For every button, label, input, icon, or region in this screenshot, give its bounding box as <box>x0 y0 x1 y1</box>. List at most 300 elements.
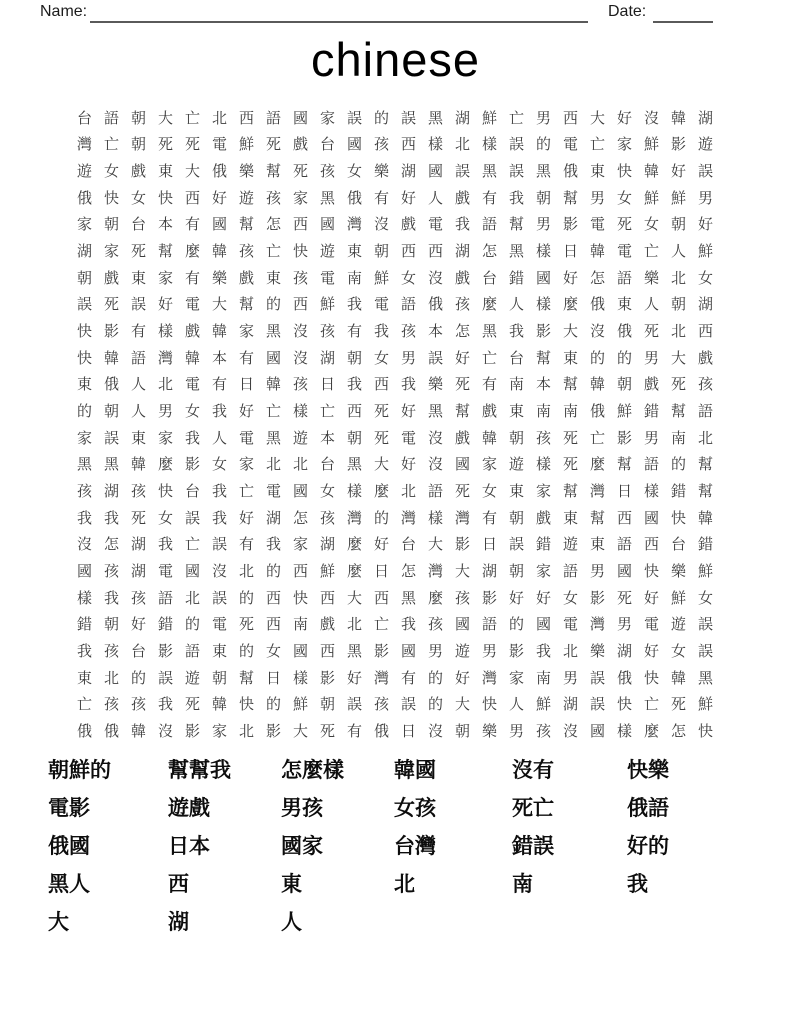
grid-cell-r7-c8: 東 <box>265 269 281 287</box>
grid-cell-r7-c11: 南 <box>346 269 362 287</box>
grid-cell-r16-c1: 我 <box>76 509 92 527</box>
grid-cell-r24-c19: 沒 <box>562 723 578 741</box>
grid-cell-r15-c24: 幫 <box>697 483 713 501</box>
grid-cell-r10-c24: 戲 <box>697 349 713 367</box>
grid-cell-r5-c21: 死 <box>616 216 632 234</box>
grid-cell-r15-c18: 家 <box>535 483 551 501</box>
grid-cell-r7-c21: 語 <box>616 269 632 287</box>
grid-cell-r13-c21: 影 <box>616 429 632 447</box>
grid-cell-r17-c23: 台 <box>670 536 686 554</box>
grid-cell-r15-c12: 麼 <box>373 483 389 501</box>
grid-cell-r9-c2: 影 <box>103 323 119 341</box>
grid-cell-r2-c11: 國 <box>346 136 362 154</box>
grid-cell-r21-c17: 影 <box>508 643 524 661</box>
grid-cell-r16-c10: 孩 <box>319 509 335 527</box>
grid-cell-r1-c22: 沒 <box>643 109 659 127</box>
grid-cell-r21-c4: 影 <box>157 643 173 661</box>
grid-cell-r20-c7: 死 <box>238 616 254 634</box>
grid-cell-r2-c13: 西 <box>400 136 416 154</box>
grid-cell-r19-c1: 樣 <box>76 589 92 607</box>
grid-cell-r20-c2: 朝 <box>103 616 119 634</box>
grid-cell-r20-c18: 國 <box>535 616 551 634</box>
grid-cell-r4-c3: 女 <box>130 189 146 207</box>
grid-cell-r5-c24: 好 <box>697 216 713 234</box>
grid-cell-r4-c13: 好 <box>400 189 416 207</box>
grid-cell-r3-c24: 誤 <box>697 163 713 181</box>
grid-cell-r15-c2: 湖 <box>103 483 119 501</box>
grid-cell-r22-c24: 黑 <box>697 669 713 687</box>
grid-cell-r17-c1: 沒 <box>76 536 92 554</box>
grid-cell-r9-c23: 北 <box>670 323 686 341</box>
grid-cell-r6-c6: 韓 <box>211 243 227 261</box>
word-item: 我 <box>627 873 648 896</box>
grid-cell-r16-c6: 我 <box>211 509 227 527</box>
grid-cell-r14-c4: 麼 <box>157 456 173 474</box>
grid-cell-r18-c24: 鮮 <box>697 563 713 581</box>
grid-cell-r1-c13: 誤 <box>400 109 416 127</box>
grid-cell-r13-c6: 人 <box>211 429 227 447</box>
grid-cell-r19-c21: 死 <box>616 589 632 607</box>
grid-cell-r12-c6: 我 <box>211 403 227 421</box>
word-item: 南 <box>512 873 533 896</box>
grid-cell-r5-c4: 本 <box>157 216 173 234</box>
grid-cell-r9-c20: 沒 <box>589 323 605 341</box>
grid-cell-r9-c9: 沒 <box>292 323 308 341</box>
grid-cell-r11-c22: 戲 <box>643 376 659 394</box>
grid-cell-r13-c22: 男 <box>643 429 659 447</box>
grid-cell-r19-c3: 孩 <box>130 589 146 607</box>
grid-cell-r20-c4: 錯 <box>157 616 173 634</box>
grid-cell-r14-c23: 的 <box>670 456 686 474</box>
grid-cell-r12-c11: 西 <box>346 403 362 421</box>
grid-cell-r22-c1: 東 <box>76 669 92 687</box>
grid-cell-r12-c17: 東 <box>508 403 524 421</box>
grid-cell-r17-c20: 東 <box>589 536 605 554</box>
grid-cell-r7-c13: 女 <box>400 269 416 287</box>
word-item: 怎麼樣 <box>281 759 344 782</box>
grid-cell-r5-c8: 怎 <box>265 216 281 234</box>
word-list-column <box>512 752 554 904</box>
grid-cell-r22-c20: 誤 <box>589 669 605 687</box>
grid-cell-r15-c22: 樣 <box>643 483 659 501</box>
grid-cell-r13-c17: 朝 <box>508 429 524 447</box>
grid-cell-r17-c7: 有 <box>238 536 254 554</box>
grid-cell-r23-c19: 湖 <box>562 696 578 714</box>
grid-cell-r2-c15: 北 <box>454 136 470 154</box>
grid-cell-r16-c11: 灣 <box>346 509 362 527</box>
grid-cell-r10-c22: 男 <box>643 349 659 367</box>
grid-cell-r2-c6: 電 <box>211 136 227 154</box>
grid-cell-r13-c13: 電 <box>400 429 416 447</box>
grid-cell-r12-c18: 南 <box>535 403 551 421</box>
grid-cell-r22-c21: 俄 <box>616 669 632 687</box>
grid-cell-r12-c4: 男 <box>157 403 173 421</box>
grid-cell-r10-c13: 男 <box>400 349 416 367</box>
grid-cell-r16-c12: 的 <box>373 509 389 527</box>
grid-cell-r12-c5: 女 <box>184 403 200 421</box>
grid-cell-r7-c4: 家 <box>157 269 173 287</box>
date-label: Date: <box>608 3 647 20</box>
grid-cell-r23-c10: 朝 <box>319 696 335 714</box>
grid-cell-r16-c24: 韓 <box>697 509 713 527</box>
grid-cell-r3-c18: 黑 <box>535 163 551 181</box>
grid-cell-r10-c12: 女 <box>373 349 389 367</box>
grid-cell-r1-c8: 語 <box>265 109 281 127</box>
grid-cell-r9-c11: 有 <box>346 323 362 341</box>
grid-cell-r3-c19: 俄 <box>562 163 578 181</box>
grid-cell-r21-c2: 孩 <box>103 643 119 661</box>
grid-cell-r10-c20: 的 <box>589 349 605 367</box>
grid-cell-r23-c6: 韓 <box>211 696 227 714</box>
grid-cell-r1-c7: 西 <box>238 109 254 127</box>
grid-cell-r19-c4: 語 <box>157 589 173 607</box>
grid-cell-r23-c5: 死 <box>184 696 200 714</box>
grid-cell-r6-c5: 麼 <box>184 243 200 261</box>
grid-cell-r9-c17: 我 <box>508 323 524 341</box>
grid-cell-r17-c6: 誤 <box>211 536 227 554</box>
grid-cell-r14-c13: 好 <box>400 456 416 474</box>
grid-cell-r9-c12: 我 <box>373 323 389 341</box>
grid-cell-r21-c11: 黑 <box>346 643 362 661</box>
word-item: 快樂 <box>627 759 669 782</box>
grid-cell-r11-c11: 我 <box>346 376 362 394</box>
grid-cell-r15-c20: 灣 <box>589 483 605 501</box>
grid-cell-r21-c6: 東 <box>211 643 227 661</box>
grid-cell-r4-c15: 戲 <box>454 189 470 207</box>
grid-cell-r3-c2: 女 <box>103 163 119 181</box>
grid-cell-r13-c9: 遊 <box>292 429 308 447</box>
grid-cell-r11-c18: 本 <box>535 376 551 394</box>
grid-cell-r14-c11: 黑 <box>346 456 362 474</box>
grid-cell-r8-c9: 西 <box>292 296 308 314</box>
grid-cell-r4-c9: 家 <box>292 189 308 207</box>
grid-cell-r5-c12: 沒 <box>373 216 389 234</box>
grid-cell-r5-c13: 戲 <box>400 216 416 234</box>
grid-cell-r1-c11: 誤 <box>346 109 362 127</box>
grid-cell-r13-c12: 死 <box>373 429 389 447</box>
grid-cell-r18-c3: 湖 <box>130 563 146 581</box>
grid-cell-r13-c8: 黑 <box>265 429 281 447</box>
grid-cell-r11-c3: 人 <box>130 376 146 394</box>
grid-cell-r19-c19: 女 <box>562 589 578 607</box>
grid-cell-r11-c16: 有 <box>481 376 497 394</box>
grid-cell-r2-c20: 亡 <box>589 136 605 154</box>
grid-cell-r2-c2: 亡 <box>103 136 119 154</box>
grid-cell-r3-c16: 黑 <box>481 163 497 181</box>
grid-cell-r13-c19: 死 <box>562 429 578 447</box>
word-item: 俄國 <box>48 835 90 858</box>
grid-cell-r3-c7: 樂 <box>238 163 254 181</box>
grid-cell-r12-c24: 語 <box>697 403 713 421</box>
grid-cell-r24-c10: 死 <box>319 723 335 741</box>
word-item: 遊戲 <box>168 797 210 820</box>
grid-cell-r20-c5: 的 <box>184 616 200 634</box>
grid-cell-r18-c9: 西 <box>292 563 308 581</box>
grid-cell-r19-c20: 影 <box>589 589 605 607</box>
word-search-grid <box>71 105 719 745</box>
grid-cell-r6-c9: 快 <box>292 243 308 261</box>
grid-cell-r17-c9: 家 <box>292 536 308 554</box>
grid-cell-r23-c13: 誤 <box>400 696 416 714</box>
grid-cell-r15-c19: 幫 <box>562 483 578 501</box>
grid-cell-r13-c15: 戲 <box>454 429 470 447</box>
grid-cell-r16-c15: 灣 <box>454 509 470 527</box>
grid-cell-r4-c8: 孩 <box>265 189 281 207</box>
grid-cell-r6-c21: 電 <box>616 243 632 261</box>
grid-cell-r12-c7: 好 <box>238 403 254 421</box>
grid-cell-r6-c7: 孩 <box>238 243 254 261</box>
grid-cell-r15-c13: 北 <box>400 483 416 501</box>
grid-cell-r13-c16: 韓 <box>481 429 497 447</box>
grid-cell-r19-c9: 快 <box>292 589 308 607</box>
grid-cell-r14-c14: 沒 <box>427 456 443 474</box>
grid-cell-r6-c20: 韓 <box>589 243 605 261</box>
grid-cell-r15-c15: 死 <box>454 483 470 501</box>
grid-cell-r12-c19: 南 <box>562 403 578 421</box>
grid-cell-r16-c2: 我 <box>103 509 119 527</box>
grid-cell-r22-c23: 韓 <box>670 669 686 687</box>
grid-cell-r4-c21: 女 <box>616 189 632 207</box>
grid-cell-r2-c23: 影 <box>670 136 686 154</box>
grid-cell-r3-c10: 孩 <box>319 163 335 181</box>
grid-cell-r12-c8: 亡 <box>265 403 281 421</box>
word-item: 男孩 <box>281 797 323 820</box>
word-item: 北 <box>394 873 415 896</box>
grid-cell-r22-c17: 家 <box>508 669 524 687</box>
grid-cell-r19-c8: 西 <box>265 589 281 607</box>
grid-cell-r6-c24: 鮮 <box>697 243 713 261</box>
grid-cell-r10-c8: 國 <box>265 349 281 367</box>
grid-cell-r16-c5: 誤 <box>184 509 200 527</box>
grid-cell-r20-c16: 語 <box>481 616 497 634</box>
grid-cell-r22-c8: 日 <box>265 669 281 687</box>
grid-cell-r9-c13: 孩 <box>400 323 416 341</box>
grid-cell-r4-c2: 快 <box>103 189 119 207</box>
grid-cell-r3-c22: 韓 <box>643 163 659 181</box>
grid-cell-r8-c3: 誤 <box>130 296 146 314</box>
grid-cell-r6-c8: 亡 <box>265 243 281 261</box>
grid-cell-r2-c21: 家 <box>616 136 632 154</box>
grid-cell-r12-c10: 亡 <box>319 403 335 421</box>
grid-cell-r13-c18: 孩 <box>535 429 551 447</box>
grid-cell-r21-c23: 女 <box>670 643 686 661</box>
grid-cell-r8-c22: 人 <box>643 296 659 314</box>
grid-cell-r1-c15: 湖 <box>454 109 470 127</box>
word-item: 沒有 <box>512 759 554 782</box>
grid-cell-r10-c1: 快 <box>76 349 92 367</box>
grid-cell-r2-c9: 戲 <box>292 136 308 154</box>
grid-cell-r5-c5: 有 <box>184 216 200 234</box>
grid-cell-r9-c6: 韓 <box>211 323 227 341</box>
grid-cell-r11-c2: 俄 <box>103 376 119 394</box>
grid-cell-r18-c15: 大 <box>454 563 470 581</box>
grid-cell-r12-c15: 幫 <box>454 403 470 421</box>
grid-cell-r22-c2: 北 <box>103 669 119 687</box>
grid-cell-r23-c17: 人 <box>508 696 524 714</box>
grid-cell-r15-c17: 東 <box>508 483 524 501</box>
grid-cell-r23-c7: 快 <box>238 696 254 714</box>
grid-cell-r4-c11: 俄 <box>346 189 362 207</box>
grid-cell-r18-c17: 朝 <box>508 563 524 581</box>
grid-cell-r14-c20: 麼 <box>589 456 605 474</box>
grid-cell-r18-c7: 北 <box>238 563 254 581</box>
grid-cell-r12-c22: 錯 <box>643 403 659 421</box>
grid-cell-r21-c16: 男 <box>481 643 497 661</box>
grid-cell-r21-c8: 女 <box>265 643 281 661</box>
grid-cell-r6-c22: 亡 <box>643 243 659 261</box>
grid-cell-r7-c10: 電 <box>319 269 335 287</box>
grid-cell-r5-c20: 電 <box>589 216 605 234</box>
grid-cell-r9-c10: 孩 <box>319 323 335 341</box>
grid-cell-r22-c11: 好 <box>346 669 362 687</box>
grid-cell-r22-c12: 灣 <box>373 669 389 687</box>
grid-cell-r15-c14: 語 <box>427 483 443 501</box>
grid-cell-r23-c20: 誤 <box>589 696 605 714</box>
grid-cell-r6-c17: 黑 <box>508 243 524 261</box>
grid-cell-r6-c1: 湖 <box>76 243 92 261</box>
grid-cell-r23-c22: 亡 <box>643 696 659 714</box>
grid-cell-r18-c21: 國 <box>616 563 632 581</box>
grid-cell-r13-c3: 東 <box>130 429 146 447</box>
grid-cell-r14-c1: 黑 <box>76 456 92 474</box>
grid-cell-r9-c1: 快 <box>76 323 92 341</box>
word-list-column <box>281 752 344 942</box>
grid-cell-r8-c4: 好 <box>157 296 173 314</box>
grid-cell-r22-c19: 男 <box>562 669 578 687</box>
grid-cell-r2-c22: 鮮 <box>643 136 659 154</box>
grid-cell-r2-c4: 死 <box>157 136 173 154</box>
grid-cell-r21-c14: 男 <box>427 643 443 661</box>
grid-cell-r8-c1: 誤 <box>76 296 92 314</box>
grid-cell-r6-c3: 死 <box>130 243 146 261</box>
grid-cell-r24-c12: 俄 <box>373 723 389 741</box>
grid-cell-r20-c6: 電 <box>211 616 227 634</box>
grid-cell-r18-c1: 國 <box>76 563 92 581</box>
grid-cell-r14-c3: 韓 <box>130 456 146 474</box>
grid-cell-r17-c17: 誤 <box>508 536 524 554</box>
grid-cell-r6-c14: 西 <box>427 243 443 261</box>
grid-cell-r16-c21: 西 <box>616 509 632 527</box>
grid-cell-r7-c5: 有 <box>184 269 200 287</box>
grid-cell-r9-c21: 俄 <box>616 323 632 341</box>
grid-cell-r19-c12: 西 <box>373 589 389 607</box>
grid-cell-r24-c14: 沒 <box>427 723 443 741</box>
word-item: 韓國 <box>394 759 436 782</box>
grid-cell-r13-c11: 朝 <box>346 429 362 447</box>
grid-cell-r22-c5: 遊 <box>184 669 200 687</box>
grid-cell-r24-c9: 大 <box>292 723 308 741</box>
grid-cell-r18-c4: 電 <box>157 563 173 581</box>
grid-cell-r14-c2: 黑 <box>103 456 119 474</box>
grid-cell-r10-c23: 大 <box>670 349 686 367</box>
grid-cell-r19-c16: 影 <box>481 589 497 607</box>
grid-cell-r3-c5: 大 <box>184 163 200 181</box>
grid-cell-r23-c1: 亡 <box>76 696 92 714</box>
grid-cell-r8-c19: 麼 <box>562 296 578 314</box>
grid-cell-r21-c19: 北 <box>562 643 578 661</box>
grid-cell-r16-c3: 死 <box>130 509 146 527</box>
grid-cell-r1-c3: 朝 <box>130 109 146 127</box>
grid-cell-r24-c22: 麼 <box>643 723 659 741</box>
grid-cell-r10-c10: 湖 <box>319 349 335 367</box>
word-item: 朝鮮的 <box>48 759 111 782</box>
grid-cell-r17-c16: 日 <box>481 536 497 554</box>
grid-cell-r21-c20: 樂 <box>589 643 605 661</box>
word-item: 台灣 <box>394 835 436 858</box>
grid-cell-r23-c8: 的 <box>265 696 281 714</box>
grid-cell-r13-c20: 亡 <box>589 429 605 447</box>
grid-cell-r9-c5: 戲 <box>184 323 200 341</box>
word-item: 人 <box>281 911 302 934</box>
grid-cell-r4-c7: 遊 <box>238 189 254 207</box>
grid-cell-r22-c14: 的 <box>427 669 443 687</box>
grid-cell-r7-c9: 孩 <box>292 269 308 287</box>
word-item: 錯誤 <box>512 835 554 858</box>
grid-cell-r19-c11: 大 <box>346 589 362 607</box>
grid-cell-r21-c21: 湖 <box>616 643 632 661</box>
grid-cell-r1-c9: 國 <box>292 109 308 127</box>
grid-cell-r24-c2: 俄 <box>103 723 119 741</box>
grid-cell-r13-c5: 我 <box>184 429 200 447</box>
grid-cell-r9-c19: 大 <box>562 323 578 341</box>
grid-cell-r13-c4: 家 <box>157 429 173 447</box>
grid-cell-r8-c21: 東 <box>616 296 632 314</box>
grid-cell-r20-c22: 電 <box>643 616 659 634</box>
grid-cell-r18-c5: 國 <box>184 563 200 581</box>
grid-cell-r8-c24: 湖 <box>697 296 713 314</box>
grid-cell-r7-c3: 東 <box>130 269 146 287</box>
grid-cell-r3-c8: 幫 <box>265 163 281 181</box>
grid-cell-r9-c7: 家 <box>238 323 254 341</box>
grid-cell-r3-c9: 死 <box>292 163 308 181</box>
grid-cell-r20-c20: 灣 <box>589 616 605 634</box>
grid-cell-r18-c13: 怎 <box>400 563 416 581</box>
grid-cell-r14-c24: 幫 <box>697 456 713 474</box>
grid-cell-r4-c22: 鮮 <box>643 189 659 207</box>
grid-cell-r16-c19: 東 <box>562 509 578 527</box>
grid-cell-r7-c15: 戲 <box>454 269 470 287</box>
grid-cell-r5-c17: 幫 <box>508 216 524 234</box>
grid-cell-r4-c6: 好 <box>211 189 227 207</box>
grid-cell-r19-c17: 好 <box>508 589 524 607</box>
grid-cell-r4-c20: 男 <box>589 189 605 207</box>
grid-cell-r4-c14: 人 <box>427 189 443 207</box>
grid-cell-r1-c6: 北 <box>211 109 227 127</box>
grid-cell-r8-c23: 朝 <box>670 296 686 314</box>
grid-cell-r6-c2: 家 <box>103 243 119 261</box>
grid-cell-r17-c21: 語 <box>616 536 632 554</box>
grid-cell-r10-c18: 幫 <box>535 349 551 367</box>
grid-cell-r21-c12: 影 <box>373 643 389 661</box>
grid-cell-r17-c2: 怎 <box>103 536 119 554</box>
grid-cell-r14-c12: 大 <box>373 456 389 474</box>
grid-cell-r21-c9: 國 <box>292 643 308 661</box>
grid-cell-r15-c9: 國 <box>292 483 308 501</box>
grid-cell-r6-c12: 朝 <box>373 243 389 261</box>
name-label: Name: <box>40 3 88 20</box>
grid-cell-r7-c16: 台 <box>481 269 497 287</box>
grid-cell-r19-c14: 麼 <box>427 589 443 607</box>
grid-cell-r7-c22: 樂 <box>643 269 659 287</box>
grid-cell-r3-c17: 誤 <box>508 163 524 181</box>
grid-cell-r11-c24: 孩 <box>697 376 713 394</box>
grid-cell-r7-c24: 女 <box>697 269 713 287</box>
grid-cell-r24-c1: 俄 <box>76 723 92 741</box>
grid-cell-r11-c9: 孩 <box>292 376 308 394</box>
word-list <box>0 752 791 952</box>
grid-cell-r2-c7: 鮮 <box>238 136 254 154</box>
grid-cell-r13-c2: 誤 <box>103 429 119 447</box>
